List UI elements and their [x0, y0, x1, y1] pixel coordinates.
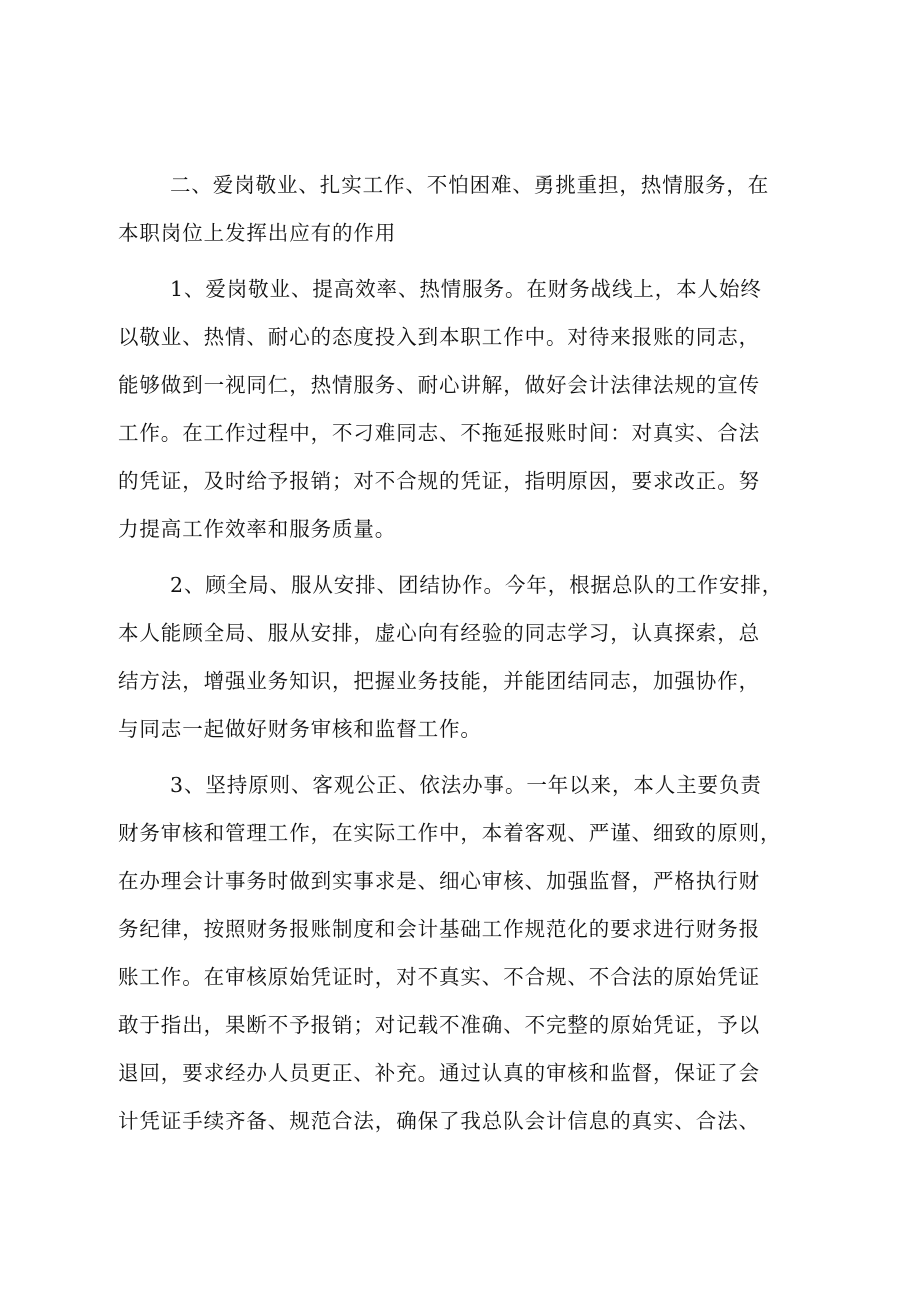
paragraph-line: 3、坚持原则、客观公正、依法办事。一年以来，本人主要负责	[170, 773, 762, 797]
paragraph-line: 务纪律，按照财务报账制度和会计基础工作规范化的要求进行财务报	[118, 917, 760, 941]
paragraph-line: 1、爱岗敬业、提高效率、热情服务。在财务战线上，本人始终	[170, 277, 762, 301]
paragraph-line: 以敬业、热情、耐心的态度投入到本职工作中。对待来报账的同志，	[118, 325, 760, 349]
paragraph-line: 能够做到一视同仁，热情服务、耐心讲解，做好会计法律法规的宣传	[118, 373, 760, 397]
paragraph-line: 计凭证手续齐备、规范合法，确保了我总队会计信息的真实、合法、	[118, 1109, 760, 1133]
paragraph-line: 本职岗位上发挥出应有的作用	[118, 221, 397, 245]
paragraph-line: 的凭证，及时给予报销；对不合规的凭证，指明原因，要求改正。努	[118, 469, 760, 493]
paragraph-line: 与同志一起做好财务审核和监督工作。	[118, 717, 482, 741]
paragraph-line: 力提高工作效率和服务质量。	[118, 517, 397, 541]
paragraph-line: 结方法，增强业务知识，把握业务技能，并能团结同志，加强协作，	[118, 669, 760, 693]
paragraph-line: 本人能顾全局、服从安排，虚心向有经验的同志学习，认真探索，总	[118, 621, 760, 645]
paragraph-item-1	[118, 265, 828, 553]
paragraph-line: 二、爱岗敬业、扎实工作、不怕困难、勇挑重担，热情服务，在	[170, 173, 770, 197]
section-heading-2	[118, 161, 828, 257]
paragraph-line: 在办理会计事务时做到实事求是、细心审核、加强监督，严格执行财	[118, 869, 760, 893]
paragraph-line: 退回，要求经办人员更正、补充。通过认真的审核和监督，保证了会	[118, 1061, 760, 1085]
paragraph-line: 账工作。在审核原始凭证时，对不真实、不合规、不合法的原始凭证	[118, 965, 760, 989]
document-body	[118, 161, 828, 1145]
paragraph-item-2	[118, 561, 828, 753]
paragraph-item-3	[118, 761, 828, 1145]
paragraph-line: 财务审核和管理工作，在实际工作中，本着客观、严谨、细致的原则，	[118, 821, 782, 845]
paragraph-line: 2、顾全局、服从安排、团结协作。今年，根据总队的工作安排，	[170, 573, 784, 597]
paragraph-line: 工作。在工作过程中，不刁难同志、不拖延报账时间：对真实、合法	[118, 421, 760, 445]
paragraph-line: 敢于指出，果断不予报销；对记载不准确、不完整的原始凭证，予以	[118, 1013, 760, 1037]
